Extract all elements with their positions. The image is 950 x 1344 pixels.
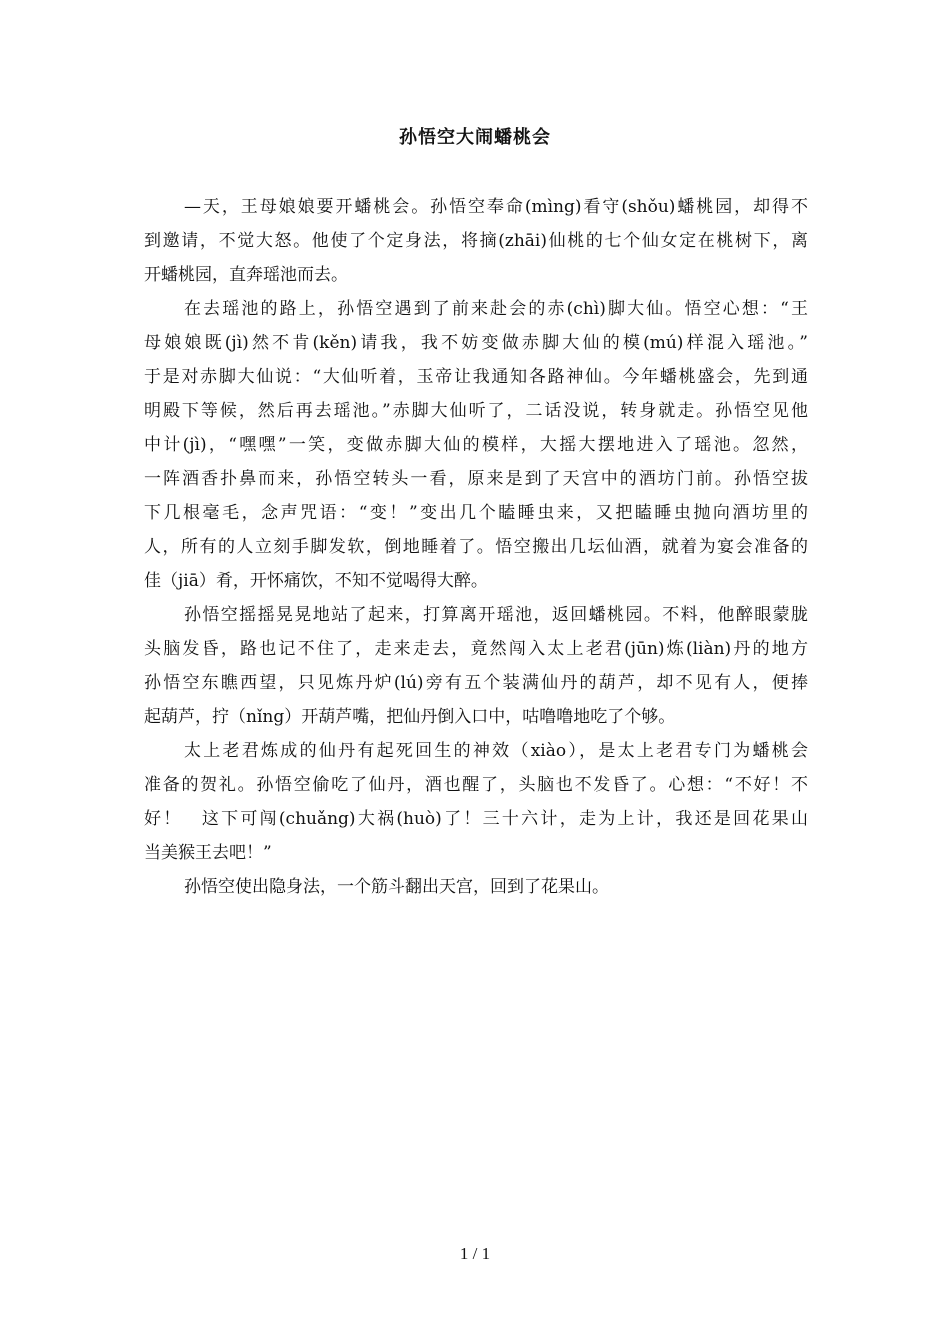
paragraph-3 [144,598,808,734]
page-number: 1 / 1 [459,1244,491,1263]
document-body [144,190,808,904]
text-line: 准备的贺礼。孙悟空偷吃了仙丹，酒也醒了，头脑也不发昏了。心想：“不好！不 [144,775,808,795]
text-line: 头脑发昏，路也记不住了，走来走去，竟然闯入太上老君(jūn)炼(liàn)丹的地方 [144,639,808,659]
text-line: 下几根毫毛，念声咒语：“变！”变出几个瞌睡虫来，又把瞌睡虫抛向酒坊里的 [144,503,808,523]
text-line: 母娘娘既(jì)然不肯(kěn)请我，我不妨变做赤脚大仙的模(mú)样混入瑶池。” [144,333,808,353]
text-line: 起葫芦，拧（nǐng）开葫芦嘴，把仙丹倒入口中，咕噜噜地吃了个够。 [144,707,676,727]
text-line: 中计(jì)，“嘿嘿”一笑，变做赤脚大仙的模样，大摇大摆地进入了瑶池。忽然， [144,435,808,455]
paragraph-4 [144,734,808,870]
text-line: 人，所有的人立刻手脚发软，倒地睡着了。悟空搬出几坛仙酒，就着为宴会准备的 [144,537,808,557]
paragraph-5 [144,870,808,904]
text-line: 一阵酒香扑鼻而来，孙悟空转头一看，原来是到了天宫中的酒坊门前。孙悟空拔 [144,469,808,489]
document-title: 孙悟空大闹蟠桃会 [399,127,551,148]
text-line: 当美猴王去吧！” [144,843,272,863]
text-line: 明殿下等候，然后再去瑶池。”赤脚大仙听了，二话没说，转身就走。孙悟空见他 [144,401,808,421]
text-line: —天，王母娘娘要开蟠桃会。孙悟空奉命(mìng)看守(shǒu)蟠桃园，却得不 [184,197,808,217]
text-line: 孙悟空摇摇晃晃地站了起来，打算离开瑶池，返回蟠桃园。不料，他醉眼蒙胧 [184,605,808,625]
text-line: 佳（jiā）肴，开怀痛饮，不知不觉喝得大醉。 [144,571,488,591]
text-line: 太上老君炼成的仙丹有起死回生的神效（xiào），是太上老君专门为蟠桃会 [184,741,808,761]
text-line: 孙悟空东瞧西望，只见炼丹炉(lú)旁有五个装满仙丹的葫芦，却不见有人，便捧 [144,673,808,693]
text-line: 好！ 这下可闯(chuǎng)大祸(huò)了！三十六计，走为上计，我还是回花果山 [144,809,808,829]
text-line: 到邀请，不觉大怒。他使了个定身法，将摘(zhāi)仙桃的七个仙女定在桃树下，离 [144,231,808,251]
text-line: 开蟠桃园，直奔瑶池而去。 [144,265,348,285]
text-line: 孙悟空使出隐身法，一个筋斗翻出天宫，回到了花果山。 [184,877,609,897]
text-line: 在去瑶池的路上，孙悟空遇到了前来赴会的赤(chì)脚大仙。悟空心想：“王 [184,299,808,319]
paragraph-1 [144,190,808,292]
paragraph-2 [144,292,808,598]
text-line: 于是对赤脚大仙说：“大仙听着，玉帝让我通知各路神仙。今年蟠桃盛会，先到通 [144,367,808,387]
